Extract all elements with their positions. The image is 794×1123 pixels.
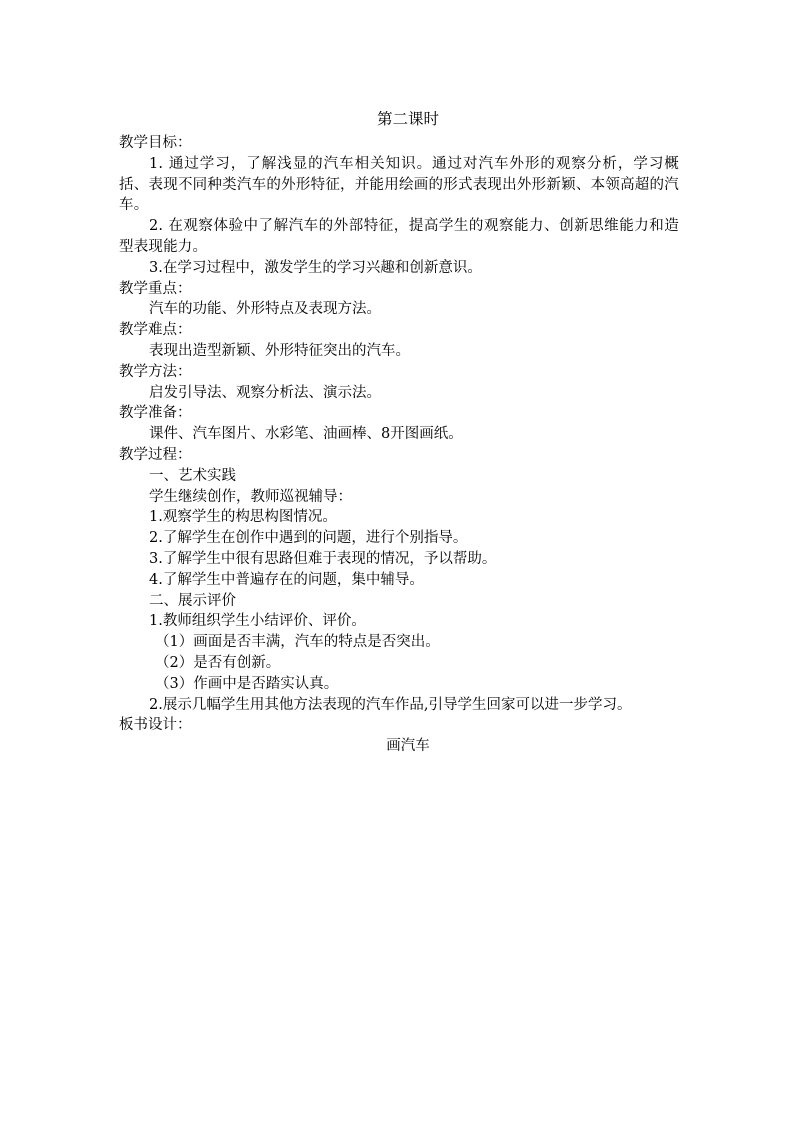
process-line: 1.教师组织学生小结评价、评价。	[149, 613, 366, 630]
process-line: 4.了解学生中普遍存在的问题，集中辅导。	[149, 571, 424, 588]
key-points-text: 汽车的功能、外形特点及表现方法。	[149, 301, 381, 318]
process-line: 2.了解学生在创作中遇到的问题，进行个别指导。	[149, 530, 468, 547]
methods-heading: 教学方法：	[119, 363, 192, 380]
process-subitem: （1）画面是否丰满，汽车的特点是否突出。	[155, 634, 440, 651]
board-title: 画汽车	[386, 738, 430, 755]
goal-item: 3.在学习过程中，激发学生的学习兴趣和创新意识。	[149, 259, 482, 276]
goal-item: 1. 通过学习，了解浅显的汽车相关知识。通过对汽车外形的观察分析，学习概括、表现不同种类汽车的外形特征，并能用绘画的形式表现出外形新颖、本领高超的汽车。	[119, 155, 679, 214]
process-subitem: （2）是否有创新。	[155, 654, 281, 671]
process-subitem: （3）作画中是否踏实认真。	[155, 675, 339, 692]
preparation-text: 课件、汽车图片、水彩笔、油画棒、8开图画纸。	[149, 426, 463, 443]
goals-heading: 教学目标：	[119, 135, 192, 151]
process-heading: 教学过程：	[119, 446, 192, 463]
page-title: 第二课时	[376, 110, 439, 128]
preparation-heading: 教学准备：	[119, 405, 192, 422]
lesson-plan	[119, 105, 679, 757]
process-section-title: 二、展示评价	[149, 592, 236, 609]
goal-item: 2. 在观察体验中了解汽车的外部特征，提高学生的观察能力、创新思维能力和造型表现能力。	[119, 218, 679, 255]
process-line: 1.观察学生的构思构图情况。	[149, 509, 337, 526]
key-points-heading: 教学重点：	[119, 280, 192, 297]
process-line: 2.展示几幅学生用其他方法表现的汽车作品,引导学生回家可以进一步学习。	[149, 696, 632, 713]
difficulties-heading: 教学难点：	[119, 322, 192, 339]
process-section-title: 一、艺术实践	[149, 467, 236, 484]
difficulties-text: 表现出造型新颖、外形特征突出的汽车。	[149, 342, 410, 359]
process-line: 学生继续创作，教师巡视辅导：	[149, 488, 352, 505]
methods-text: 启发引导法、观察分析法、演示法。	[149, 384, 381, 401]
board-heading: 板书设计：	[119, 717, 192, 734]
process-line: 3.了解学生中很有思路但难于表现的情况，予以帮助。	[149, 550, 497, 567]
